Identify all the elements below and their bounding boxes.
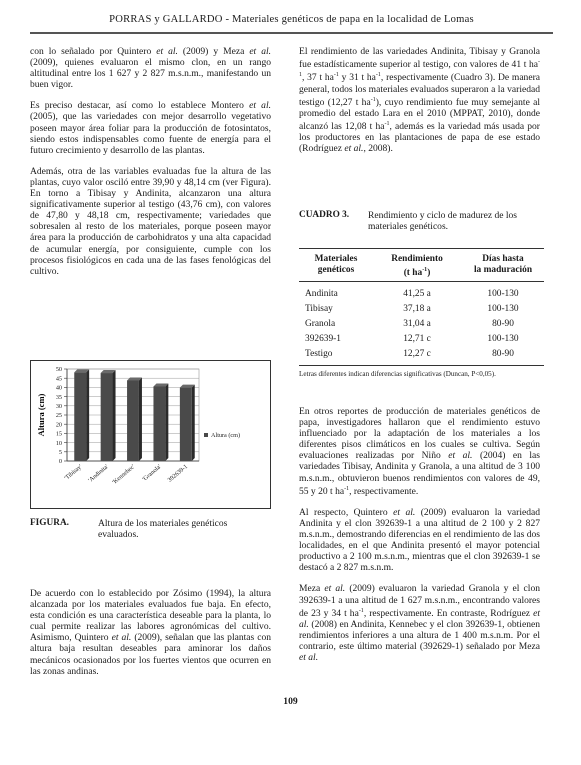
bar-side <box>139 377 142 461</box>
superscript: -1 <box>333 72 339 79</box>
text-run: (2009), señalan que las plantas con altura baja resultan deseables para aminorar los daños mecánicos ocasionados por los fuertes vientos que ocurren en las zonas andinas. <box>30 632 272 677</box>
text-run: Al respecto, Quintero <box>299 506 394 518</box>
right-column-top <box>299 46 540 165</box>
text-run: Es preciso destacar, así como lo establece Montero <box>30 100 250 112</box>
left-column-bottom <box>30 588 271 687</box>
y-tick-label: 10 <box>55 439 62 447</box>
table-bottom-rule <box>299 365 544 366</box>
superscript: -1 <box>299 59 540 79</box>
left-paragraph-4 <box>30 588 271 677</box>
cell-dias: 100-130 <box>487 289 519 299</box>
left-paragraph-1 <box>30 46 271 90</box>
cell-dias: 80-90 <box>492 319 514 329</box>
right-paragraph-1 <box>299 46 540 155</box>
text-run: (2004) en las variedades Tibisay, Andinita y Granola, a una altitud de 3 100 m.s.n.m., obtuvieron buenos rendimientos con valores de 49, 55 y 20 t ha <box>299 450 540 497</box>
text-run: Además, otra de las variables evaluadas fue la altura de las plantas, cuyo valor osciló entre 39,90 y 48,14 cm (ver Figura). En torno a Tibisay y Andinita, alcanzaron una altura significativamente superior al testigo (43,76 cm), con valores de 47,80 y 48,18 cm, respectivamente; variedades que sobresalen al resto de los materiales, porque poseen mayor área para la producción de carbohidratos y una alta capacidad de acumular energía, por consiguiente, cumple con los procesos fisiológicos en cada una de las fases fenológicas del cultivo. <box>30 165 271 277</box>
italic-text: et al. <box>393 506 416 518</box>
header-materiales-l1: Materiales <box>314 254 358 264</box>
x-tick-label: 'Kennebec' <box>111 463 137 486</box>
superscript: -1 <box>358 607 364 614</box>
bar-side <box>113 370 116 461</box>
text-run: (2009) evaluaron la variedad Granola y el clon 392639-1 a una altitud de 1 627 m.s.n.m., encontrando valores de 23 y 34 t ha <box>299 583 540 619</box>
legend-label: Altura (cm) <box>211 432 241 439</box>
text-run: ), cuyo rendimiento fue muy semejante al promedio del estado Lara en el 2010 (MPPAT, 2010), donde alcanzó las 12,08 t ha <box>299 96 540 133</box>
italic-text: et al. <box>111 632 132 644</box>
bar <box>180 388 192 461</box>
right-paragraph-2 <box>299 406 540 497</box>
text-run: De acuerdo con lo establecido por Zósimo (1994), la altura alcanzada por los materiales evaluados fue baja. En efecto, esta condición es una característica deseable para la planta, lo cual permite realizar las labores agronómicas del cultivo. Asimismo, Quintero <box>30 588 271 644</box>
running-header <box>30 10 553 34</box>
text-run: , 37 t ha <box>302 72 334 84</box>
cell-dias: 100-130 <box>487 304 519 314</box>
table-note: Letras diferentes indican diferencias significativas (Duncan, P<0,05). <box>299 370 496 378</box>
bar <box>74 372 86 461</box>
y-tick-label: 25 <box>55 412 62 420</box>
cell-material: Granola <box>305 319 336 329</box>
text-run: , 2008). <box>363 143 393 155</box>
bar <box>101 373 113 461</box>
bar-side <box>165 383 168 461</box>
x-tick-label: 'Tibisay' <box>63 463 84 482</box>
y-tick-label: 20 <box>55 421 62 429</box>
x-tick-label: 'Andinita' <box>87 463 110 484</box>
header-dias-l1: Días hasta <box>482 254 524 264</box>
left-paragraph-2 <box>30 100 271 155</box>
text-run: , respectivamente. En contraste, Rodríguez <box>363 607 534 619</box>
header-materiales-l2: genéticos <box>317 265 355 275</box>
y-tick-label: 15 <box>55 430 62 438</box>
cell-rendimiento: 37,18 a <box>403 304 431 314</box>
y-tick-label: 0 <box>58 458 62 466</box>
superscript: -1 <box>384 121 390 128</box>
cell-dias: 80-90 <box>492 349 514 359</box>
table-caption-text: Rendimiento y ciclo de madurez de los materiales genéticos. <box>368 210 517 233</box>
cell-material: Testigo <box>305 349 333 359</box>
italic-text: et al. <box>324 583 346 595</box>
header-dias <box>462 254 544 276</box>
right-paragraph-3 <box>299 507 540 574</box>
right-paragraph-4 <box>299 583 540 663</box>
bar-chart <box>31 361 270 508</box>
left-column <box>30 46 271 287</box>
page-number: 109 <box>283 696 298 707</box>
text-run: , respectivamente. <box>349 485 419 497</box>
cell-material: 392639-1 <box>305 334 341 344</box>
cell-dias: 100-130 <box>487 334 519 344</box>
superscript: -1 <box>370 96 376 103</box>
x-tick-label: 392639-1 <box>166 463 190 484</box>
bar-side <box>192 385 195 461</box>
header-rendimiento-l2: (t $ha^{-1}$) <box>403 267 431 279</box>
cell-rendimiento: 12,71 c <box>403 334 431 344</box>
figure-label: FIGURA. <box>30 518 69 528</box>
bar <box>127 380 139 461</box>
header-rendimiento-l1: Rendimiento <box>391 254 443 264</box>
y-axis-label: Altura (cm) <box>36 393 46 437</box>
superscript: -1 <box>375 72 381 79</box>
text-run: con lo señalado por Quintero <box>30 46 157 57</box>
italic-text: et al. <box>448 450 473 462</box>
table-top-rule <box>299 248 544 249</box>
table-header-rule <box>299 281 544 282</box>
text-run: (2005), que las variedades con mejor desarrollo vegetativo poseen mayor área foliar para la producción de fotosintatos, siendo estos indispensables como fuente de energía para el futuro crecimiento y desarrollo de las plantas. <box>30 111 271 156</box>
cell-rendimiento: 31,04 a <box>403 319 431 329</box>
y-tick-label: 45 <box>55 375 62 383</box>
header-title: PORRAS y GALLARDO - Materiales genéticos de papa en la localidad de Lomas <box>109 14 474 25</box>
text-run: El rendimiento de las variedades Andinita, Tibisay y Granola fue estadísticamente superior al testigo, con valores de 41 t ha <box>299 46 540 71</box>
figure-chart <box>30 360 271 509</box>
y-tick-label: 5 <box>58 449 62 456</box>
table-label: CUADRO 3. <box>299 210 350 220</box>
italic-text: et al. <box>344 143 364 155</box>
text-run: En otros reportes de producción de materiales genéticos de papa, investigadores hallaron que el rendimiento estuvo influenciado por la adaptación de los materiales a los diferentes pisos climáticos en los cuales se cultiva. Según evaluaciones realizadas por Niño <box>299 406 540 462</box>
y-tick-label: 30 <box>55 403 62 410</box>
text-run: (2009), quienes evaluaron el mismo clon, en un rango altitudinal entre los 1 627 y 2 827 m.s.n.m., manifestando un buen vigor. <box>30 57 271 91</box>
right-column-bottom <box>299 406 540 673</box>
italic-text: et al. <box>156 46 178 57</box>
y-tick-label: 35 <box>55 393 62 401</box>
italic-text: et al. <box>249 100 271 112</box>
header-dias-l2: la maduración <box>473 265 533 275</box>
cell-material: Andinita <box>305 289 338 299</box>
left-paragraph-3 <box>30 166 271 277</box>
bar-side <box>86 369 89 461</box>
header-materiales <box>301 254 371 276</box>
text-run: , respectivamente (Cuadro 3). De manera general, todos los materiales evaluados superaron a la variedad testigo (12,27 t ha <box>299 72 540 108</box>
italic-text: et al. <box>249 46 272 57</box>
text-run: (2009) evaluaron la variedad Andinita y el clon 392639-1 a una altitud de 2 100 y 2 827 m.s.n.m., demostrando diferencias en el rendimiento de las dos localidades, en el que Andinita presentó el mayor potencial productivo a 2 100 m.s.n.m., mientras que el clon 392639-1 se destacó a 2 827 m.s.n.m. <box>299 506 541 574</box>
italic-text: et al. <box>299 652 319 664</box>
text-run: , además es la variedad más usada por los productores en las plantaciones de papa de ese estado (Rodríguez <box>299 121 540 155</box>
legend-swatch <box>204 433 208 437</box>
text-run: Meza <box>299 583 325 595</box>
cell-material: Tibisay <box>305 304 333 314</box>
bar <box>153 386 165 461</box>
cell-rendimiento: 41,25 a <box>403 289 431 299</box>
figure-caption-text: Altura de los materiales genéticos evaluados. <box>98 518 228 541</box>
italic-text: et al. <box>299 607 540 630</box>
superscript: -1 <box>344 485 350 492</box>
text-run: (2009) y Meza <box>177 46 250 57</box>
y-tick-label: 40 <box>55 384 62 392</box>
header-rendimiento <box>381 254 453 279</box>
text-run: y 31 t ha <box>338 72 376 84</box>
text-run: (2008) en Andinita, Kennebec y el clon 392639-1, obtienen rendimientos inferiores a una altura de 1 400 m.s.n.m. Por el contrario, este último material (392629-1) señalado por Meza <box>299 618 540 653</box>
y-tick-label: 50 <box>55 366 62 374</box>
cell-rendimiento: 12,27 c <box>403 349 431 359</box>
x-tick-label: 'Granola' <box>141 463 163 483</box>
